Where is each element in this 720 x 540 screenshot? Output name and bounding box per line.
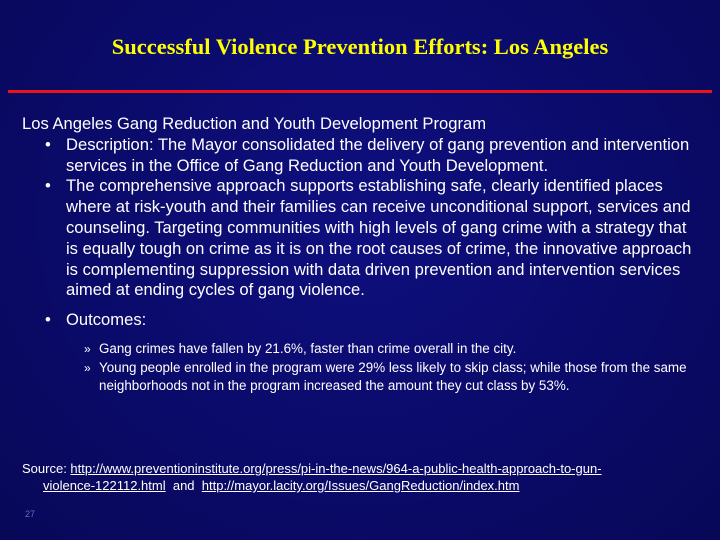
outcomes-list <box>22 340 702 395</box>
outcomes-label: Outcomes: <box>66 310 147 330</box>
source-continuation <box>22 477 702 494</box>
page-number: 27 <box>25 509 36 519</box>
slide-body <box>22 114 702 395</box>
bullet-text: Description: The Mayor consolidated the delivery of gang prevention and intervention services in the Office of Gang Reduction and Youth Development. <box>66 134 690 175</box>
program-heading: Los Angeles Gang Reduction and Youth Development Program <box>22 114 487 133</box>
bullet-marker: • <box>45 176 51 196</box>
source-joiner: and <box>165 478 202 493</box>
bullet-description <box>22 135 702 177</box>
source-link-prevention-institute[interactable]: http://www.preventioninstitute.org/press/pi-in-the-news/964-a-public-health-approach-to-gun- <box>70 461 602 476</box>
bullet-marker: • <box>45 134 51 154</box>
source-link-prevention-institute-cont[interactable]: violence-122112.html <box>43 478 166 493</box>
sub-bullet-marker: » <box>84 360 91 375</box>
bullet-outcomes <box>22 310 702 331</box>
source-link-lacity[interactable]: http://mayor.lacity.org/Issues/GangReduction/index.htm <box>201 478 520 493</box>
source-label: Source: <box>22 461 71 476</box>
bullet-marker: • <box>45 310 51 330</box>
slide-title: Successful Violence Prevention Efforts: Los Angeles <box>111 34 609 59</box>
outcome-item <box>22 359 702 395</box>
outcome-text: Gang crimes have fallen by 21.6%, faster than crime overall in the city. <box>99 340 517 356</box>
outcome-text: Young people enrolled in the program were 29% less likely to skip class; while those from the same neighborhoods not in the program increased the amount they cut class by 53%. <box>99 359 687 393</box>
sub-bullet-marker: » <box>84 341 91 356</box>
outcome-item <box>22 340 702 358</box>
source-citation <box>22 460 702 494</box>
bullet-approach <box>22 176 702 301</box>
title-divider <box>8 90 712 93</box>
bullet-text: The comprehensive approach supports establishing safe, clearly identified places where at risk-youth and their families can receive unconditional support, services and counseling. Targeting communities with high levels of gang crime with a strategy that is equally tough on crime as it is on the root causes of crime, the innovative approach is complementing suppression with data driven prevention and intervention services aimed at ending cycles of gang violence. <box>66 176 692 300</box>
